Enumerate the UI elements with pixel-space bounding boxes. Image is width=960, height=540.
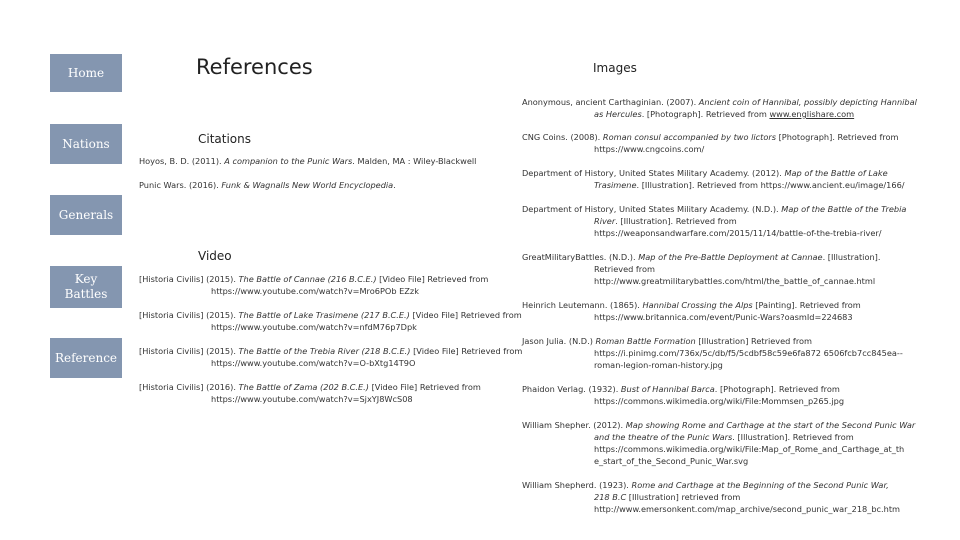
video-entry: [Historia Civilis] (2016). The Battle of Zama (202 B.C.E.) [Video File] Retrieved from https://www.youtube.com/watch?v=SjxYJ8WcS08 bbox=[139, 382, 481, 404]
citation-entry: Punic Wars. (2016). Funk & Wagnalls New World Encyclopedia. bbox=[139, 180, 396, 190]
image-reference: CNG Coins. (2008). Roman consul accompanied by two lictors [Photograph]. Retrieved from https://www.cngcoins.com/ bbox=[522, 131, 920, 155]
images-heading: Images bbox=[593, 61, 637, 75]
image-reference: William Shepherd. (1923). Rome and Carthage at the Beginning of the Second Punic War, 218 B.C [Illustration] retrieved from http://www.emersonkent.com/map_archive/second_punic_war_218_bc.htm bbox=[522, 479, 920, 515]
video-entry: [Historia Civilis] (2015). The Battle of Lake Trasimene (217 B.C.E.) [Video File] Retrieved from https://www.youtube.com/watch?v=nfdM76p7Dpk bbox=[139, 310, 522, 332]
video-url[interactable]: https://www.youtube.com/watch?v=nfdM76p7Dpk bbox=[211, 322, 417, 332]
reference-link[interactable]: www.englishare.com bbox=[769, 109, 855, 119]
page-title: References bbox=[196, 55, 313, 79]
video-url[interactable]: https://www.youtube.com/watch?v=Mro6POb EZzk bbox=[211, 286, 419, 296]
image-reference: Jason Julia. (N.D.) Roman Battle Formation [Illustration] Retrieved from https://i.pinimg.com/736x/5c/db/f5/5cdbf58c59e6fa872 6506fcb7cc845ea-- roman-legion-roman-history.jpg bbox=[522, 335, 920, 371]
nav-reference-button[interactable]: Reference bbox=[50, 338, 122, 378]
reference-link[interactable]: https://www.britannica.com/event/Punic-Wars?oasmId=224683 bbox=[594, 312, 853, 322]
image-reference: Heinrich Leutemann. (1865). Hannibal Crossing the Alps [Painting]. Retrieved from https://www.britannica.com/event/Punic-Wars?oasmId=224683 bbox=[522, 299, 920, 323]
citation-entry: Hoyos, B. D. (2011). A companion to the Punic Wars. Malden, MA : Wiley-Blackwell bbox=[139, 156, 477, 166]
nav-nations-button[interactable]: Nations bbox=[50, 124, 122, 164]
reference-link[interactable]: http://www.emersonkent.com/map_archive/second_punic_war_218_bc.htm bbox=[594, 504, 901, 514]
image-reference: Phaidon Verlag. (1932). Bust of Hannibal Barca. [Photograph]. Retrieved from https://commons.wikimedia.org/wiki/File:Mommsen_p265.jpg bbox=[522, 383, 920, 407]
image-reference: Department of History, United States Military Academy. (N.D.). Map of the Battle of the Trebia River. [Illustration]. Retrieved from https://weaponsandwarfare.com/2015/11/14/battle-of-the-trebia-river/ bbox=[522, 203, 920, 239]
reference-link[interactable]: https://commons.wikimedia.org/wiki/File:Map_of_Rome_and_Carthage_at_th bbox=[594, 444, 905, 454]
video-url[interactable]: https://www.youtube.com/watch?v=SjxYJ8WcS08 bbox=[211, 394, 413, 404]
image-reference: William Shepher. (2012). Map showing Rome and Carthage at the start of the Second Punic War and the theatre of the Punic Wars. [Illustration]. Retrieved from https://commons.wikimedia.org/wiki/File:Map_of_Rome_and_Carthage_at_th e_start_of_the_Second_Punic_War.svg bbox=[522, 419, 920, 467]
reference-link[interactable]: https://weaponsandwarfare.com/2015/11/14/battle-of-the-trebia-river/ bbox=[594, 228, 882, 238]
image-reference: Anonymous, ancient Carthaginian. (2007). Ancient coin of Hannibal, possibly depicting Hannibal as Hercules. [Photograph]. Retrieved from www.englishare.com bbox=[522, 97, 917, 119]
nav-home-button[interactable]: Home bbox=[50, 54, 122, 92]
reference-link[interactable]: https://i.pinimg.com/736x/5c/db/f5/5cdbf58c59e6fa872 6506fcb7cc845ea-- bbox=[594, 348, 903, 358]
image-reference: Department of History, United States Military Academy. (2012). Map of the Battle of Lake Trasimene. [Illustration]. Retrieved from https://www.ancient.eu/image/166/ bbox=[522, 168, 905, 190]
reference-link[interactable]: http://www.greatmilitarybattles.com/html/the_battle_of_cannae.html bbox=[594, 276, 876, 286]
nav-generals-button[interactable]: Generals bbox=[50, 195, 122, 235]
reference-link[interactable]: https://commons.wikimedia.org/wiki/File:Mommsen_p265.jpg bbox=[594, 396, 845, 406]
nav-key-battles-button[interactable]: Key Battles bbox=[50, 266, 122, 308]
citations-heading: Citations bbox=[198, 132, 252, 146]
image-reference: GreatMilitaryBattles. (N.D.). Map of the Pre-Battle Deployment at Cannae. [Illustration]. Retrieved from http://www.greatmilitarybattles.com/html/the_battle_of_cannae.html bbox=[522, 251, 920, 287]
video-heading: Video bbox=[198, 249, 232, 263]
reference-link[interactable]: https://www.cngcoins.com/ bbox=[594, 144, 705, 154]
video-entry: [Historia Civilis] (2015). The Battle of Cannae (216 B.C.E.) [Video File] Retrieved from https://www.youtube.com/watch?v=Mro6POb EZzk bbox=[139, 274, 489, 296]
video-url[interactable]: https://www.youtube.com/watch?v=O-bXtg14T9O bbox=[211, 358, 416, 368]
video-entry: [Historia Civilis] (2015). The Battle of the Trebia River (218 B.C.E.) [Video File] Retrieved from https://www.youtube.com/watch?v=O-bXtg14T9O bbox=[139, 346, 523, 368]
